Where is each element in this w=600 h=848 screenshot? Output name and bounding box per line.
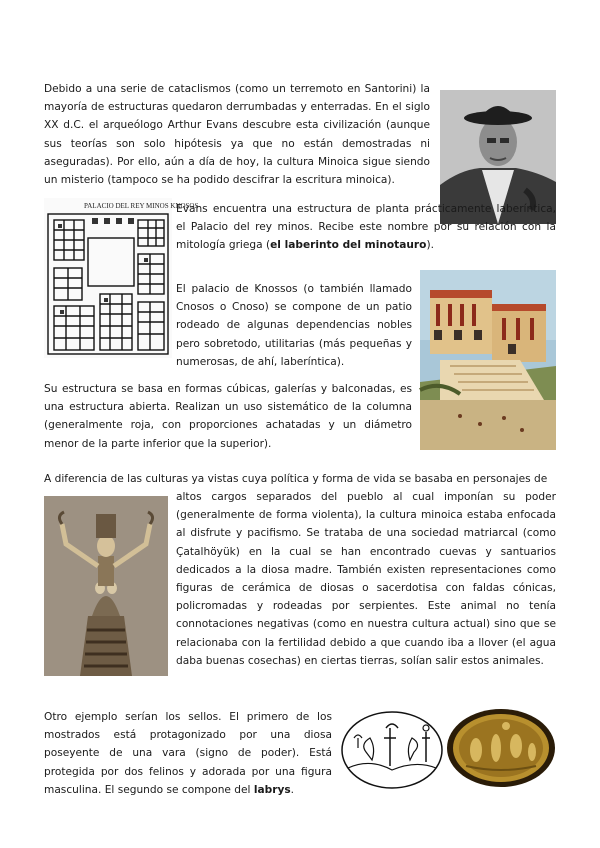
gold-seal-ring-image xyxy=(446,708,556,788)
paragraph-structure: Su estructura se basa en formas cúbicas, galerías y balconadas, es una estructura abierta. Realizan un uso sistemático de la columna (generalmente roja, con proporciones achatadas y un diámetro menor de la parte inferior que la superior). xyxy=(44,383,412,450)
paragraph-society-first-line: A diferencia de las culturas ya vistas cuya política y forma de vida se basaba en personajes de xyxy=(44,473,548,485)
snake-goddess-image xyxy=(44,496,168,676)
paragraph-palace-minos-end: ). xyxy=(426,239,434,252)
knossos-reconstruction-image xyxy=(420,270,556,450)
paragraph-seals-text: Otro ejemplo serían los sellos. El primero de los mostrados está protagonizado por una diosa poseyente de una vara (signo de poder). Está protegida por dos felinos y adorada por una figura masculina. El segundo se compone del xyxy=(44,711,332,796)
labrys-bold: labrys xyxy=(253,783,291,796)
paragraph-evans-intro: Debido a una serie de cataclismos (como un terremoto en Santorini) la mayoría de estructuras quedaron derrumbadas y enterradas. En el siglo XX d.C. el arqueólogo Arthur Evans descubre esta civilización (aunque sus teorías son solo hipótesis ya que no están demostradas ni aseguradas). Por ello, aún a día de hoy, la cultura Minoica sigue siendo un misterio (tampoco se ha podido descifrar la escritura minoica). xyxy=(44,83,430,187)
paragraph-palace-minos-text: Evans encuentra una estructura de planta prácticamente laberíntica, el Palacio del rey minos. Recibe este nombre por su relación con la mitología griega ( xyxy=(176,203,556,252)
paragraph-society: altos cargos separados del pueblo al cual imponían su poder (generalmente de forma violenta), la cultura minoica estaba enfocada al disfrute y pacifismo. Se trataba de una sociedad matriarcal (como Çatalhöyük) en la cual se han encontrado cuevas y santuarios dedicados a la diosa madre. También existen representaciones como figuras de cerámica de diosas o sacerdotisa con faldas cónicas, policromadas y rodeadas por serpientes. Este animal no tenía connotaciones negativas (como en nuestra cultura actual) sino que se relacionaba con la fertilidad debido a que cuando iba a llover (el agua daba buenas cosechas) en ciertas tierras, solían salir estos animales. xyxy=(176,491,556,667)
goddess-seal-drawing xyxy=(340,708,444,792)
paragraph-seals xyxy=(44,708,332,799)
minotaur-labyrinth-bold: el laberinto del minotauro xyxy=(270,239,427,252)
paragraph-knossos: El palacio de Knossos (o también llamado Cnosos o Cnoso) se compone de un patio rodeado de algunas dependencias nobles pero sobretodo, utilitarias (más pequeñas y numerosas, de ahí, laberíntica). xyxy=(176,283,412,368)
palace-floor-plan-image xyxy=(44,198,199,358)
plan-caption: PALACIO DEL REY MINOS KNOSOS xyxy=(84,202,199,210)
paragraph-seals-end: . xyxy=(290,783,295,796)
paragraph-palace-minos xyxy=(176,200,556,255)
